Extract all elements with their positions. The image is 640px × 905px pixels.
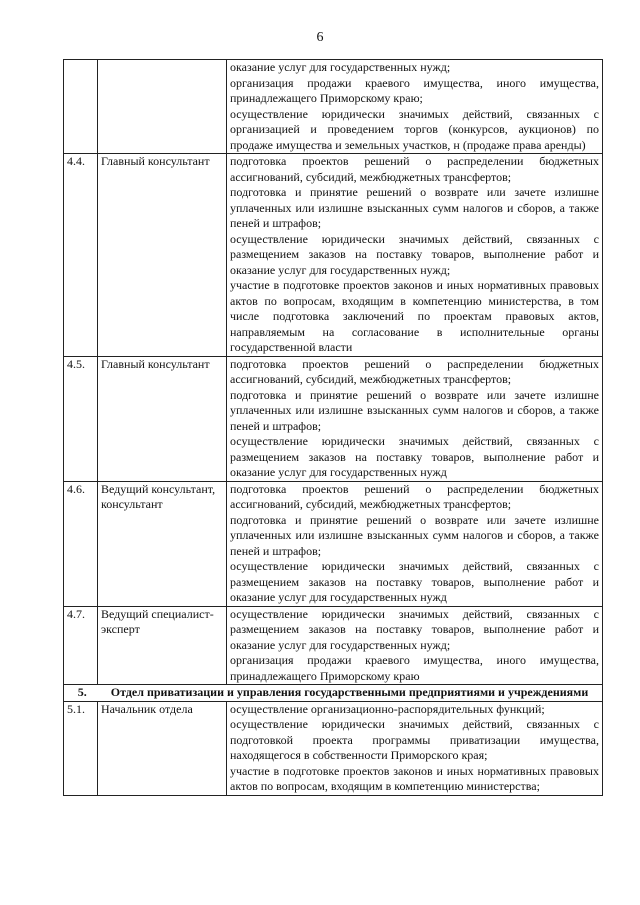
function-item: подготовка проектов решений о распределении бюджетных ассигнований, субсидий, межбюджетных трансфертов; [230,481,599,511]
section-header [64,685,603,702]
table-row [64,701,603,795]
row-number: 5.1. [64,701,98,795]
functions-cell [227,606,603,685]
function-item: организация продажи краевого имущества, иного имущества, принадлежащего Приморскому краю; [230,75,599,105]
table-row [64,60,603,154]
row-number: 4.7. [64,606,98,685]
functions-cell [227,60,603,154]
function-item: осуществление юридически значимых действий, связанных с подготовкой проекта программы приватизации имущества, находящегося в собственности Приморского края; [230,717,599,762]
position-title: Ведущий консультант, консультант [98,481,227,606]
position-title: Главный консультант [98,154,227,357]
function-item: подготовка и принятие решений о возврате или зачете излишне уплаченных или излишне взысканных сумм налогов и сборов, а также пеней и штрафов; [230,512,599,558]
section-title: Отдел приватизации и управления государственными предприятиями и учреждениями [110,685,589,699]
functions-cell [227,356,603,481]
function-item: подготовка и принятие решений о возврате или зачете излишне уплаченных или излишне взысканных сумм налогов и сборов, а также пеней и штрафов; [230,387,599,433]
row-number [64,60,98,154]
row-number: 4.6. [64,481,98,606]
table-row [64,154,603,357]
table-body [64,60,603,796]
positions-functions-table [63,59,603,796]
row-number: 4.5. [64,356,98,481]
function-item: осуществление юридически значимых действий, связанных с размещением заказов на поставку товаров, выполнение работ и оказание услуг для государственных нужд; [230,231,599,277]
table-row [64,606,603,685]
function-item: участие в подготовке проектов законов и иных нормативных правовых актов по вопросам, входящим в компетенцию министерства, в том числе подготовка заключений по проектам правовых актов, направляемым на согласование в исполнительные органы государственной власти [230,278,599,354]
function-item: подготовка проектов решений о распределении бюджетных ассигнований, субсидий, межбюджетных трансфертов; [230,356,599,386]
position-title: Начальник отдела [98,701,227,795]
position-title: Ведущий специалист-эксперт [98,606,227,685]
function-item: подготовка и принятие решений о возврате или зачете излишне уплаченных или излишне взысканных сумм налогов и сборов, а также пеней и штрафов; [230,185,599,230]
table-row [64,356,603,481]
function-item: оказание услуг для государственных нужд; [230,60,451,74]
functions-cell [227,154,603,357]
function-item: участие в подготовке проектов законов и иных нормативных правовых актов по вопросам, входящим в компетенцию министерства; [230,763,599,793]
section-header-row [64,685,603,702]
function-item: осуществление юридически значимых действий, связанных с размещением заказов на поставку товаров, выполнение работ и оказание услуг для государственных нужд [230,559,599,604]
functions-cell [227,701,603,795]
page-number: 6 [316,30,324,45]
function-item: осуществление юридически значимых действий, связанных с размещением заказов на поставку товаров, выполнение работ и оказание услуг для государственных нужд [230,434,599,479]
function-item: осуществление юридически значимых действий, связанных с размещением заказов на поставку товаров, выполнение работ и оказание услуг для государственных нужд; [230,606,599,652]
table-row [64,481,603,606]
function-item: организация продажи краевого имущества, иного имущества, принадлежащего Приморскому краю [230,653,599,683]
function-item: осуществление организационно-распорядительных функций; [230,701,545,716]
position-title [98,60,227,154]
position-title: Главный консультант [98,356,227,481]
function-item: подготовка проектов решений о распределении бюджетных ассигнований, субсидий, межбюджетных трансфертов; [230,154,599,184]
functions-cell [227,481,603,606]
row-number: 4.4. [64,154,98,357]
function-item: осуществление юридически значимых действий, связанных с организацией и проведением торгов (конкурсов, аукционов) по продаже имущества и земельных участков, н (продаже права аренды) [230,106,599,152]
section-number: 5. [77,685,87,699]
